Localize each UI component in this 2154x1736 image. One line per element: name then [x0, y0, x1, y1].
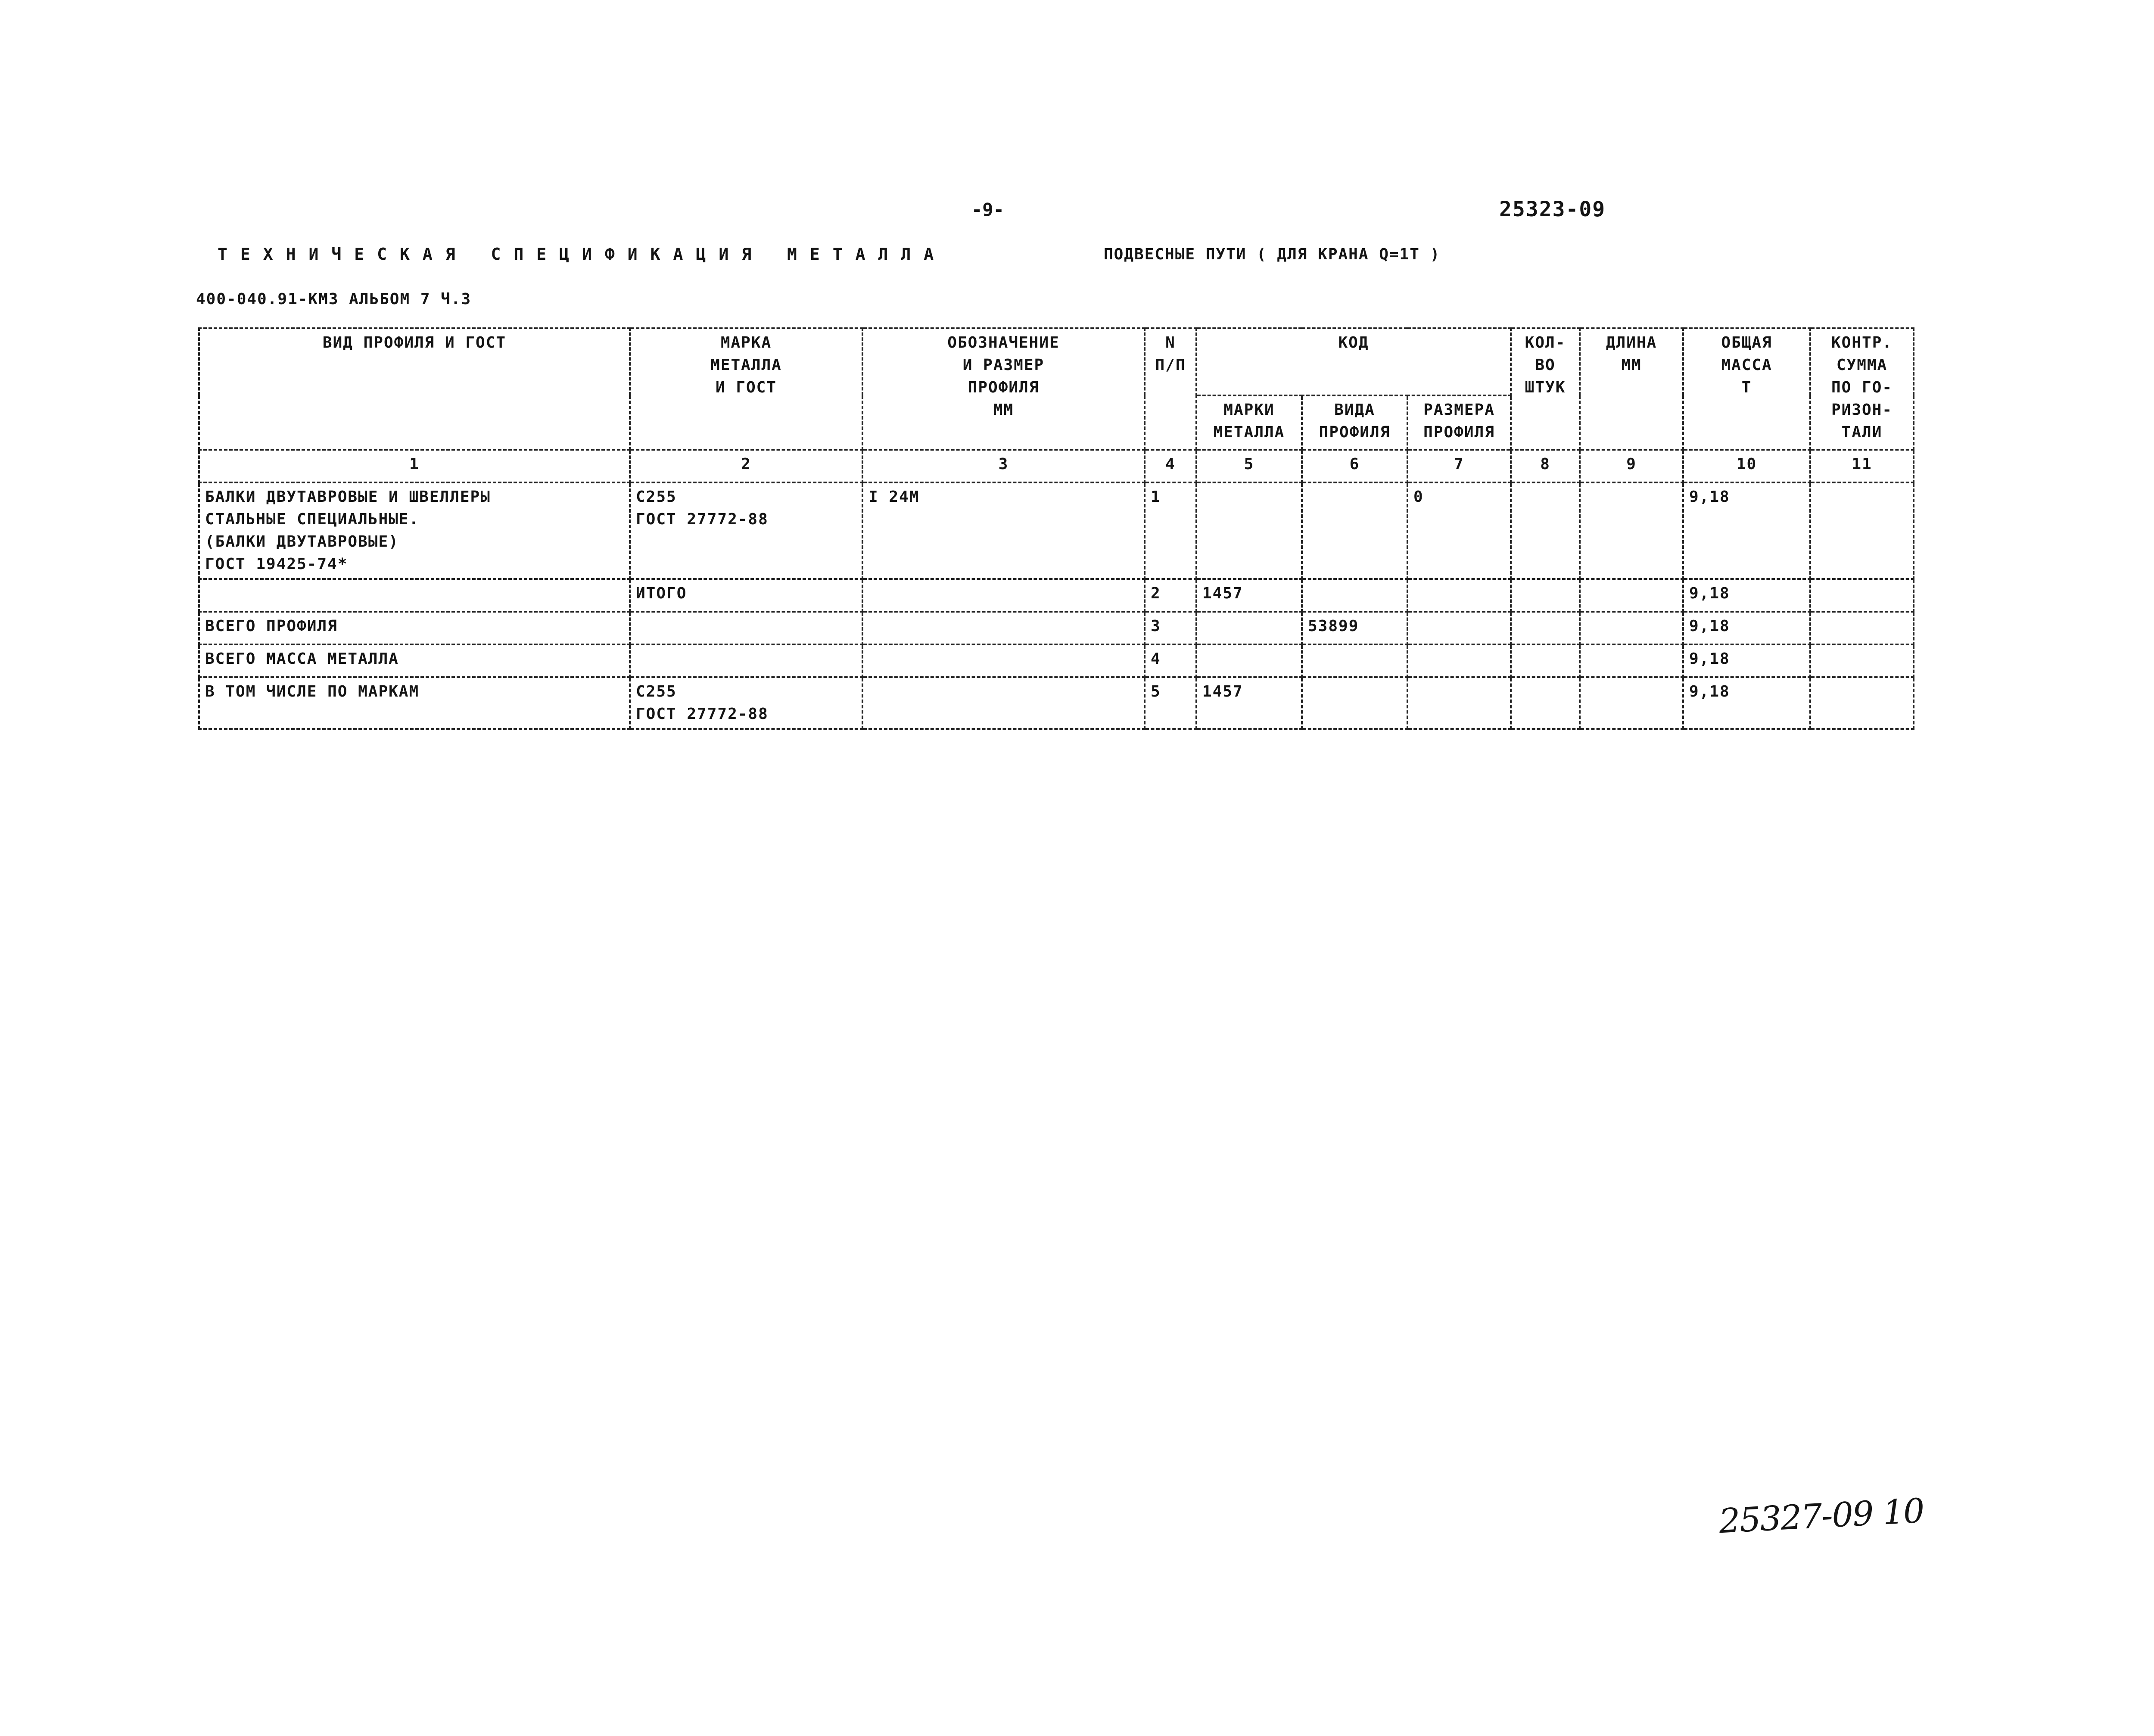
cell-grade: С255 ГОСТ 27772-88 [630, 482, 862, 579]
column-number: 2 [630, 450, 862, 482]
spec-title: ТЕХНИЧЕСКАЯ СПЕЦИФИКАЦИЯ МЕТАЛЛА [218, 245, 947, 264]
cell-number: 4 [1145, 644, 1196, 677]
cell-mass: 9,18 [1683, 677, 1810, 729]
cell-quantity [1511, 612, 1580, 644]
column-number: 5 [1196, 450, 1302, 482]
col-header-quantity: КОЛ- ВО ШТУК [1511, 328, 1580, 450]
column-number: 7 [1407, 450, 1511, 482]
table-row [199, 612, 1914, 644]
column-number-row [199, 450, 1914, 482]
cell-length [1580, 612, 1683, 644]
cell-mass: 9,18 [1683, 482, 1810, 579]
cell-code-size [1407, 644, 1511, 677]
cell-checksum [1810, 677, 1914, 729]
column-number: 10 [1683, 450, 1810, 482]
cell-code-grade [1196, 644, 1302, 677]
cell-designation [862, 612, 1145, 644]
cell-designation [862, 579, 1145, 612]
cell-mass: 9,18 [1683, 612, 1810, 644]
col-header-code: КОД [1196, 328, 1511, 395]
col-header-length: ДЛИНА ММ [1580, 328, 1683, 450]
col-header-grade: МАРКА МЕТАЛЛА И ГОСТ [630, 328, 862, 450]
col-header-profile: ВИД ПРОФИЛЯ И ГОСТ [199, 328, 630, 450]
cell-code-size [1407, 579, 1511, 612]
column-number: 8 [1511, 450, 1580, 482]
spec-subtitle: ПОДВЕСНЫЕ ПУТИ ( ДЛЯ КРАНА Q=1Т ) [1104, 246, 1441, 263]
cell-code-profile: 53899 [1302, 612, 1407, 644]
header-row [199, 328, 1914, 395]
column-number: 11 [1810, 450, 1914, 482]
col-header-code-size: РАЗМЕРА ПРОФИЛЯ [1407, 395, 1511, 450]
cell-length [1580, 579, 1683, 612]
cell-number: 1 [1145, 482, 1196, 579]
page-number: -9- [971, 199, 1004, 220]
document-code: 25323-09 [1499, 197, 1606, 221]
cell-number: 2 [1145, 579, 1196, 612]
cell-code-size: 0 [1407, 482, 1511, 579]
cell-number: 5 [1145, 677, 1196, 729]
cell-mass: 9,18 [1683, 644, 1810, 677]
cell-code-grade [1196, 482, 1302, 579]
column-number: 4 [1145, 450, 1196, 482]
cell-length [1580, 677, 1683, 729]
cell-code-size [1407, 612, 1511, 644]
table-row [199, 579, 1914, 612]
cell-profile: ВСЕГО МАССА МЕТАЛЛА [199, 644, 630, 677]
col-header-number: N П/П [1145, 328, 1196, 450]
cell-profile [199, 579, 630, 612]
metal-spec-table [198, 327, 1914, 730]
cell-designation [862, 677, 1145, 729]
cell-quantity [1511, 644, 1580, 677]
table-row [199, 644, 1914, 677]
cell-grade [630, 644, 862, 677]
cell-checksum [1810, 644, 1914, 677]
cell-quantity [1511, 482, 1580, 579]
cell-code-grade: 1457 [1196, 677, 1302, 729]
cell-code-grade [1196, 612, 1302, 644]
col-header-code-grade: МАРКИ МЕТАЛЛА [1196, 395, 1302, 450]
album-reference: 400-040.91-КМ3 АЛЬБОМ 7 Ч.3 [196, 290, 472, 308]
col-header-mass: ОБЩАЯ МАССА Т [1683, 328, 1810, 450]
cell-profile: ВСЕГО ПРОФИЛЯ [199, 612, 630, 644]
cell-grade: ИТОГО [630, 579, 862, 612]
cell-code-profile [1302, 644, 1407, 677]
cell-code-profile [1302, 677, 1407, 729]
cell-code-profile [1302, 579, 1407, 612]
cell-code-size [1407, 677, 1511, 729]
col-header-code-profile: ВИДА ПРОФИЛЯ [1302, 395, 1407, 450]
cell-checksum [1810, 612, 1914, 644]
cell-length [1580, 644, 1683, 677]
col-header-designation: ОБОЗНАЧЕНИЕ И РАЗМЕР ПРОФИЛЯ ММ [862, 328, 1145, 450]
cell-grade: С255 ГОСТ 27772-88 [630, 677, 862, 729]
cell-checksum [1810, 482, 1914, 579]
cell-profile: БАЛКИ ДВУТАВРОВЫЕ И ШВЕЛЛЕРЫ СТАЛЬНЫЕ СПЕЦИАЛЬНЫЕ. (БАЛКИ ДВУТАВРОВЫЕ) ГОСТ 19425-74* [199, 482, 630, 579]
handwritten-note: 25327-09 10 [1718, 1491, 1925, 1541]
cell-quantity [1511, 579, 1580, 612]
cell-mass: 9,18 [1683, 579, 1810, 612]
cell-length [1580, 482, 1683, 579]
column-number: 6 [1302, 450, 1407, 482]
table-row [199, 482, 1914, 579]
cell-code-grade: 1457 [1196, 579, 1302, 612]
cell-designation: I 24М [862, 482, 1145, 579]
cell-profile: В ТОМ ЧИСЛЕ ПО МАРКАМ [199, 677, 630, 729]
cell-quantity [1511, 677, 1580, 729]
cell-designation [862, 644, 1145, 677]
column-number: 1 [199, 450, 630, 482]
cell-grade [630, 612, 862, 644]
table-row [199, 677, 1914, 729]
column-number: 3 [862, 450, 1145, 482]
cell-number: 3 [1145, 612, 1196, 644]
col-header-checksum: КОНТР. СУММА ПО ГО- РИЗОН- ТАЛИ [1810, 328, 1914, 450]
column-number: 9 [1580, 450, 1683, 482]
cell-checksum [1810, 579, 1914, 612]
cell-code-profile [1302, 482, 1407, 579]
